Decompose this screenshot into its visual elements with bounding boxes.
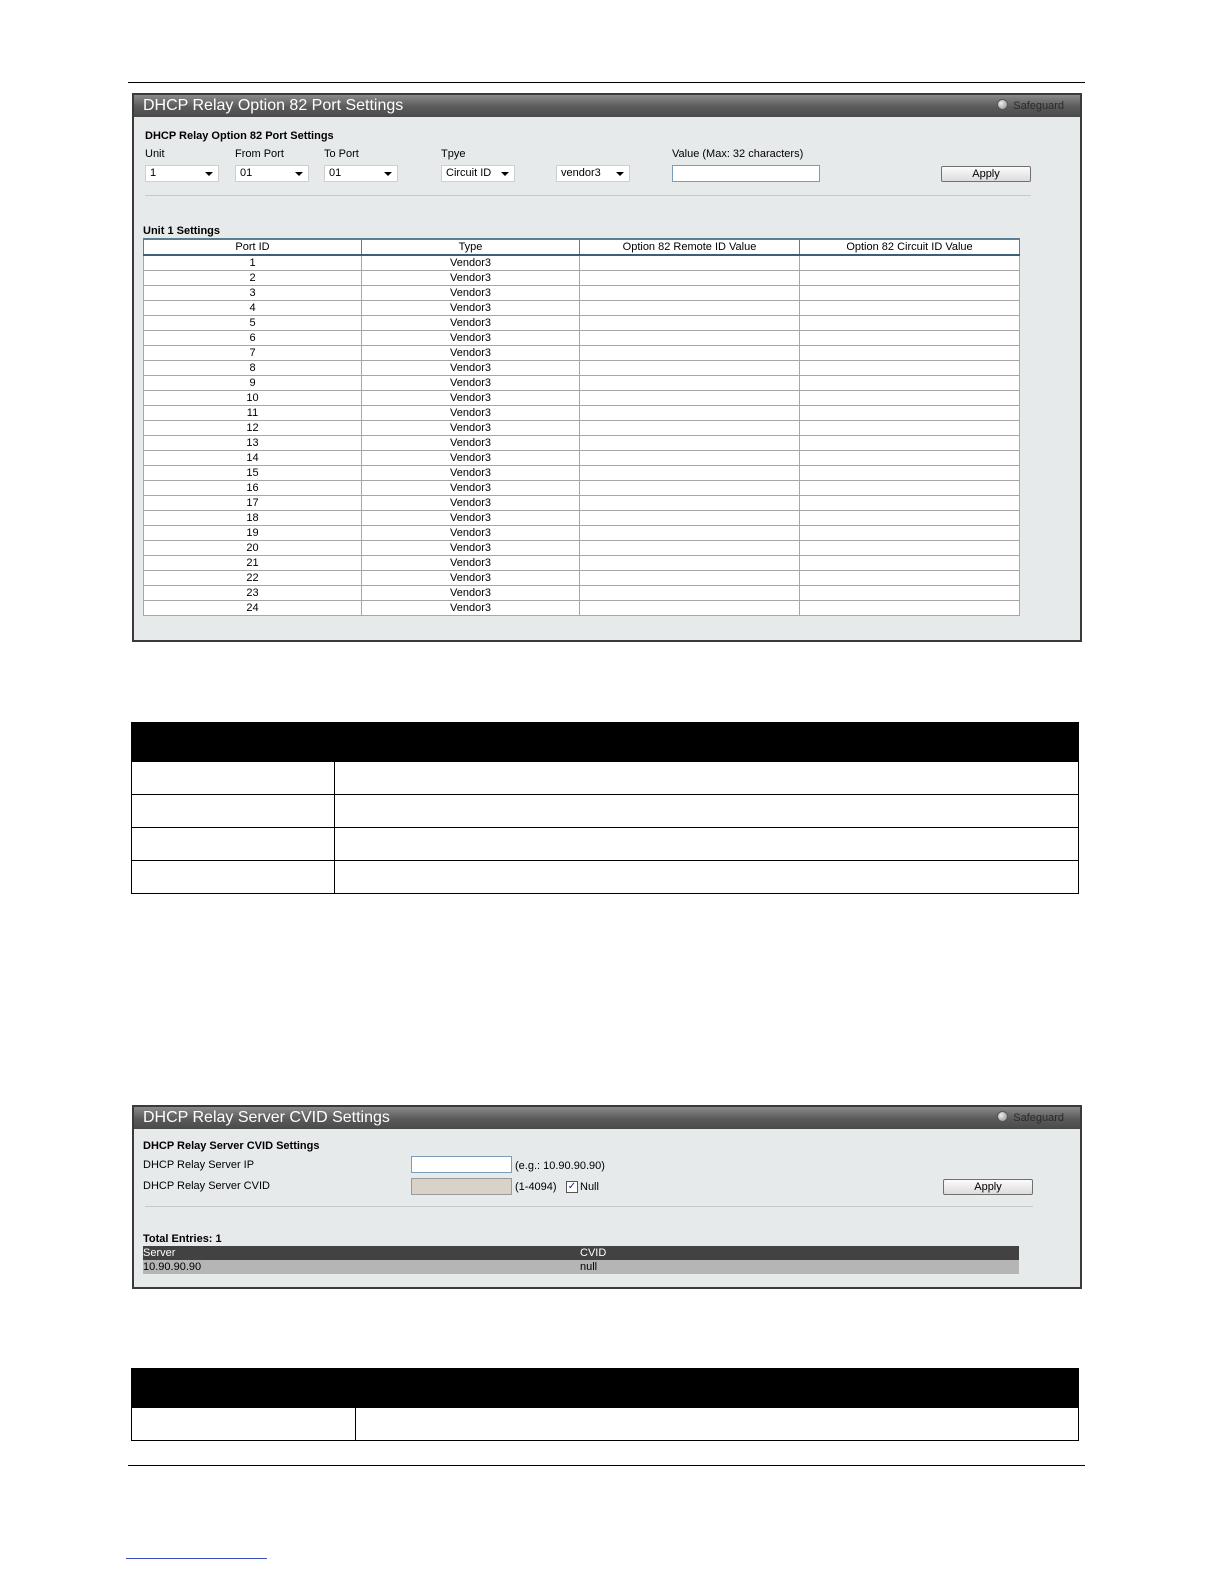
port-id-cell: 20 [144,541,362,556]
port-id-cell: 13 [144,436,362,451]
table-row [144,586,1020,601]
type-cell: Vendor3 [362,316,580,331]
port-id-cell: 5 [144,316,362,331]
table-row [144,526,1020,541]
port-id-cell: 6 [144,331,362,346]
remote-id-cell [580,255,800,271]
cvid-cell: null [580,1260,1019,1274]
table-row [144,255,1020,271]
remote-id-cell [580,601,800,616]
circuit-id-cell [800,331,1020,346]
type-cell: Vendor3 [362,421,580,436]
circuit-id-cell [800,361,1020,376]
safeguard-indicator[interactable] [997,98,1064,114]
panel-titlebar [134,95,1080,117]
remote-id-cell [580,301,800,316]
port-id-cell: 22 [144,571,362,586]
type-cell: Vendor3 [362,601,580,616]
table-row [144,331,1020,346]
remote-id-cell [580,376,800,391]
circuit-id-cell [800,601,1020,616]
column-header: Port ID [144,239,362,255]
circuit-id-cell [800,571,1020,586]
option82-port-settings-panel [132,93,1082,642]
port-id-cell: 12 [144,421,362,436]
page-header-rule [128,82,1085,83]
circuit-id-cell [800,466,1020,481]
table-row [144,361,1020,376]
port-id-cell: 8 [144,361,362,376]
table-header-row [143,1246,1019,1260]
chevron-down-icon [205,172,213,176]
circuit-id-cell [800,421,1020,436]
server-cell: 10.90.90.90 [143,1260,580,1274]
table-row [144,496,1020,511]
remote-id-cell [580,556,800,571]
table-row [144,346,1020,361]
port-id-cell: 23 [144,586,362,601]
port-id-cell: 9 [144,376,362,391]
remote-id-cell [580,331,800,346]
remote-id-cell [580,271,800,286]
circuit-id-cell [800,301,1020,316]
safeguard-label: Safeguard [1013,1112,1064,1124]
type-cell: Vendor3 [362,331,580,346]
server-ip-hint: (e.g.: 10.90.90.90) [515,1160,605,1172]
server-cvid-label: DHCP Relay Server CVID [143,1180,270,1192]
server-cvid-input[interactable] [411,1178,512,1195]
port-id-cell: 18 [144,511,362,526]
remote-id-cell [580,511,800,526]
to-port-select-value: 01 [329,167,342,179]
type-cell: Vendor3 [362,451,580,466]
type-cell: Vendor3 [362,361,580,376]
type-cell: Vendor3 [362,511,580,526]
table-row [144,316,1020,331]
chevron-down-icon [501,172,509,176]
table-row [144,421,1020,436]
safeguard-light-icon [997,1111,1008,1122]
table-row [144,286,1020,301]
parameter-description-table [131,722,1079,894]
port-id-cell: 16 [144,481,362,496]
port-settings-table [143,238,1020,616]
circuit-id-cell [800,451,1020,466]
port-id-cell: 4 [144,301,362,316]
type-cell: Vendor3 [362,496,580,511]
circuit-id-cell [800,346,1020,361]
table-row [132,828,1079,861]
remote-id-cell [580,526,800,541]
table-row [144,481,1020,496]
circuit-id-cell [800,556,1020,571]
remote-id-cell [580,451,800,466]
circuit-id-cell [800,496,1020,511]
to-port-select[interactable] [324,165,398,182]
panel-title: DHCP Relay Option 82 Port Settings [143,97,404,114]
remote-id-cell [580,496,800,511]
to-port-label: To Port [324,148,359,160]
remote-id-cell [580,541,800,556]
value-input[interactable] [672,165,820,182]
remote-id-cell [580,466,800,481]
remote-id-cell [580,571,800,586]
type-cell: Vendor3 [362,391,580,406]
table-row [132,1408,1079,1441]
chevron-down-icon [295,172,303,176]
column-header: Option 82 Remote ID Value [580,239,800,255]
table-row [144,541,1020,556]
section-title: DHCP Relay Server CVID Settings [143,1140,320,1152]
from-port-select-value: 01 [240,167,253,179]
circuit-id-cell [800,586,1020,601]
table-header-row [144,239,1020,255]
server-ip-input[interactable] [411,1156,512,1173]
unit-select[interactable] [145,165,219,182]
apply-button[interactable]: Apply [943,1179,1033,1195]
table-row [143,1260,1019,1274]
divider [145,1206,1033,1207]
port-id-cell: 14 [144,451,362,466]
type-cell: Vendor3 [362,556,580,571]
column-header: Server [143,1246,580,1260]
table-row [132,762,1079,795]
port-id-cell: 7 [144,346,362,361]
port-id-cell: 24 [144,601,362,616]
port-id-cell: 11 [144,406,362,421]
remote-id-cell [580,421,800,436]
port-id-cell: 1 [144,255,362,271]
value-label: Value (Max: 32 characters) [672,148,804,160]
table-row [144,406,1020,421]
remote-id-cell [580,436,800,451]
table-header-row [132,723,1079,762]
type-cell: Vendor3 [362,301,580,316]
unit-settings-title: Unit 1 Settings [143,225,221,237]
circuit-id-cell [800,391,1020,406]
remote-id-cell [580,361,800,376]
column-header: Type [362,239,580,255]
remote-id-cell [580,586,800,601]
circuit-id-cell [800,376,1020,391]
apply-button[interactable]: Apply [941,166,1031,182]
chevron-down-icon [384,172,392,176]
table-row [144,556,1020,571]
table-row [132,795,1079,828]
remote-id-cell [580,481,800,496]
from-port-label: From Port [235,148,284,160]
server-cvid-table [143,1246,1019,1274]
port-id-cell: 21 [144,556,362,571]
type-cell: Vendor3 [362,406,580,421]
table-row [144,391,1020,406]
server-ip-label: DHCP Relay Server IP [143,1159,255,1171]
page-footer-rule [128,1465,1085,1466]
table-header-row [132,1369,1079,1408]
table-row [144,271,1020,286]
circuit-id-cell [800,286,1020,301]
server-cvid-hint: (1-4094) [515,1181,557,1193]
total-entries: Total Entries: 1 [143,1233,222,1245]
remote-id-cell [580,346,800,361]
table-row [144,601,1020,616]
section-title: DHCP Relay Option 82 Port Settings [145,130,334,142]
port-id-cell: 3 [144,286,362,301]
port-id-cell: 19 [144,526,362,541]
divider [145,195,1031,196]
circuit-id-cell [800,481,1020,496]
port-id-cell: 2 [144,271,362,286]
panel-titlebar [134,1107,1080,1129]
unit-label: Unit [145,148,165,160]
type-cell: Vendor3 [362,586,580,601]
table-row [144,571,1020,586]
safeguard-label: Safeguard [1013,100,1064,112]
panel-title: DHCP Relay Server CVID Settings [143,1109,390,1126]
parameter-description-table-2 [131,1368,1079,1441]
type-select-value: Circuit ID [446,167,492,179]
circuit-id-cell [800,255,1020,271]
footer-link-underline[interactable] [126,1558,267,1559]
port-id-cell: 15 [144,466,362,481]
type-cell: Vendor3 [362,376,580,391]
safeguard-indicator[interactable] [997,1110,1064,1126]
type-select[interactable] [441,165,515,182]
circuit-id-cell [800,406,1020,421]
vendor-select-value: vendor3 [561,167,601,179]
circuit-id-cell [800,541,1020,556]
safeguard-light-icon [997,99,1008,110]
column-header: Option 82 Circuit ID Value [800,239,1020,255]
port-id-cell: 17 [144,496,362,511]
table-row [144,301,1020,316]
unit-select-value: 1 [150,167,157,179]
remote-id-cell [580,406,800,421]
table-row [132,861,1079,894]
type-cell: Vendor3 [362,571,580,586]
vendor-select[interactable] [556,165,630,182]
circuit-id-cell [800,436,1020,451]
type-cell: Vendor3 [362,255,580,271]
type-cell: Vendor3 [362,286,580,301]
type-cell: Vendor3 [362,526,580,541]
server-cvid-settings-panel [132,1105,1082,1289]
circuit-id-cell [800,316,1020,331]
from-port-select[interactable] [235,165,309,182]
remote-id-cell [580,391,800,406]
type-cell: Vendor3 [362,436,580,451]
circuit-id-cell [800,271,1020,286]
type-cell: Vendor3 [362,346,580,361]
circuit-id-cell [800,526,1020,541]
type-cell: Vendor3 [362,271,580,286]
type-cell: Vendor3 [362,481,580,496]
table-row [144,376,1020,391]
null-checkbox[interactable]: ✓ [567,1181,577,1192]
table-row [144,436,1020,451]
port-id-cell: 10 [144,391,362,406]
remote-id-cell [580,286,800,301]
table-row [144,466,1020,481]
null-label: Null [580,1181,599,1193]
type-label: Tpye [441,148,466,160]
chevron-down-icon [616,172,624,176]
table-row [144,511,1020,526]
table-row [144,451,1020,466]
circuit-id-cell [800,511,1020,526]
type-cell: Vendor3 [362,541,580,556]
remote-id-cell [580,316,800,331]
column-header: CVID [580,1246,1019,1260]
type-cell: Vendor3 [362,466,580,481]
